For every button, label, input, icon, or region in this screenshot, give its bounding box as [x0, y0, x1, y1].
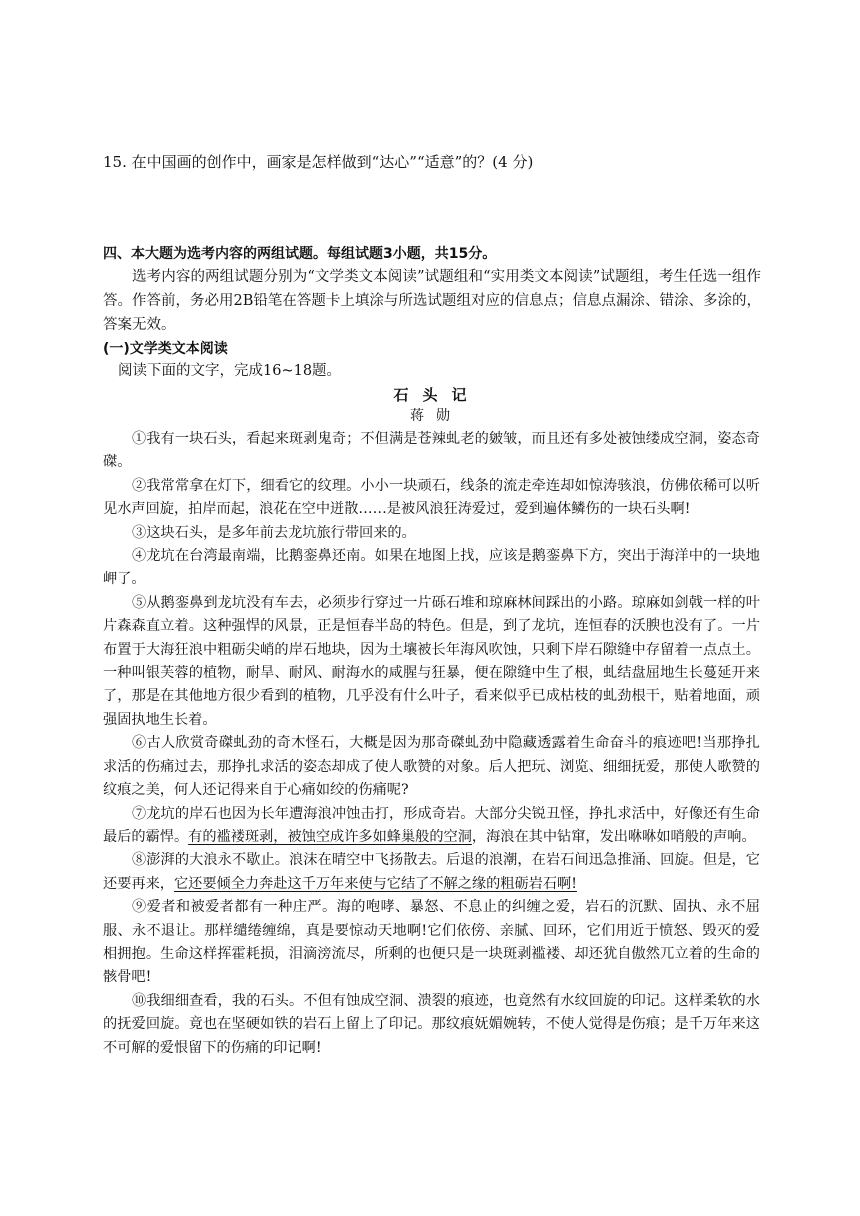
paragraph-7-text-a: ⑦龙坑的岸石也因为长年遭海浪冲蚀击打，形成奇岩。大部分尖锐丑怪，挣扎求活中，好像还有生命最后的霸悍。: [103, 805, 760, 845]
article-author: 蒋勋: [410, 408, 462, 424]
paragraph-7: [103, 803, 760, 850]
paragraph-8-underlined: 它还要倾全力奔赴这千万年来使与它结了不解之缘的粗砺岩石啊!: [173, 875, 577, 892]
section-4-intro: 选考内容的两组试题分别为“文学类文本阅读”试题组和“实用类文本阅读”试题组，考生任选一组作答。作答前，务必用2B铅笔在答题卡上填涂与所选试题组对应的信息点；信息点漏涂、错涂、多涂的，答案无效。: [103, 269, 761, 333]
paragraph-5: ⑤从鹅銮鼻到龙坑没有车去，必须步行穿过一片砾石堆和琼麻林间踩出的小路。琼麻如剑戟一样的叶片森森直立着。这种强悍的风景，正是恒春半岛的特色。但是，到了龙坑，连恒春的沃腴也没有了。一片布置于大海狂浪中粗砺尖峭的岸石地块，因为土壤被长年海风吹蚀，只剩下岸石隙缝中存留着一点点土。一种叫银芙蓉的植物，耐旱、耐风、耐海水的咸腥与狂暴，便在隙缝中生了根，虬结盘屈地生长蔓延开来了，那是在其他地方很少看到的植物，几乎没有什么叶子，看来似乎已成枯枝的虬劲根干，贴着地面，顽强固执地生长着。: [103, 594, 760, 728]
paragraph-1: ①我有一块石头，看起来斑剥鬼奇；不但满是苍辣虬老的皴皱，而且还有多处被蚀缕成空洞，姿态奇磔。: [103, 431, 760, 471]
paragraph-10: ⑩我细细查看，我的石头。不但有蚀成空洞、溃裂的痕迹，也竟然有水纹回旋的印记。这样柔软的水的抚爱回旋。竟也在坚硬如铁的岩石上留上了印记。那纹痕妩媚婉转，不使人觉得是伤痕；是千万年来这不可解的爱恨留下的伤痛的印记啊!: [103, 992, 760, 1056]
paragraph-2: ②我常常拿在灯下，细看它的纹理。小小一块顽石，线条的流走牵连却如惊涛骇浪，仿佛依稀可以听见水声回旋，拍岸而起，浪花在空中迸散……是被风浪狂涛爱过，爱到遍体鳞伤的一块石头啊!: [103, 477, 760, 518]
reading-instruction: 阅读下面的文字，完成16~18题。: [118, 363, 342, 379]
section-4-heading: 四、本大题为选考内容的两组试题。每组试题3小题，共15分。: [103, 246, 497, 262]
paragraph-9: ⑨爱者和被爱者都有一种庄严。海的咆哮、暴怒、不息止的纠缠之爱，岩石的沉默、固执、永不屈服、永不退让。那样缱绻缠绵，真是要惊动天地啊!它们依傍、亲腻、回环，它们用近于愤怒、毁灭的爱相拥抱。生命这样挥霍耗损，泪滴滂流尽，所剩的也便只是一块斑剥褴褛、却还犹自傲然兀立着的生命的骸骨吧!: [103, 899, 760, 986]
question-15: 15. 在中国画的创作中，画家是怎样做到“达心”“适意”的？(4 分): [103, 153, 534, 171]
paragraph-6: ⑥古人欣赏奇磔虬劲的奇木怪石，大概是因为那奇磔虬劲中隐藏透露着生命奋斗的痕迹吧!当那挣扎求活的伤痛过去，那挣扎求活的姿态却成了使人歌赞的对象。后人把玩、浏览、细细抚爱，那使人歌赞的纹痕之美，何人还记得来自于心痛如绞的伤痛呢?: [103, 735, 760, 799]
paragraph-8-text-a: ⑧澎湃的大浪永不歇止。浪沫在晴空中飞扬散去。后退的浪潮，在岩石间迅急推涌、回旋。但是，它还要再来，: [103, 852, 760, 892]
paragraph-8: [103, 849, 760, 896]
paragraph-7-text-b: ，海浪在其中钻窜，发出咻咻如哨般的声响。: [471, 828, 756, 845]
article-title: 石头记: [393, 386, 481, 404]
paragraph-3: ③这块石头，是多年前去龙坑旅行带回来的。: [132, 524, 416, 541]
subsection-heading: (一)文学类文本阅读: [103, 341, 228, 357]
paragraph-4: ④龙坑在台湾最南端，比鹅銮鼻还南。如果在地图上找，应该是鹅銮鼻下方，突出于海洋中的一块地岬了。: [103, 548, 760, 588]
paragraph-7-underlined: 有的褴褛斑剥，被蚀空成许多如蜂巢般的空洞: [188, 828, 472, 845]
article-body: [103, 428, 760, 1060]
